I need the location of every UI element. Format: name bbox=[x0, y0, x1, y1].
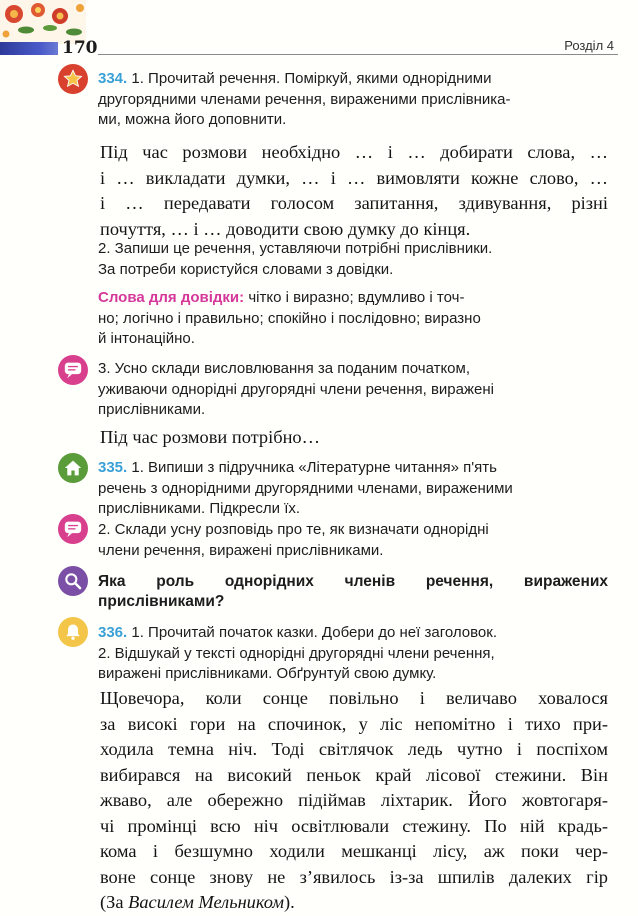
home-icon bbox=[58, 453, 88, 483]
text-line: 1. Прочитай початок казки. Добери до неї заголовок. bbox=[131, 624, 497, 641]
text-line: прислівниками. Підкресли їх. bbox=[98, 500, 301, 517]
text-line: Яка роль однорідних членів речення, виражених bbox=[98, 573, 608, 590]
text-line: і … викладати думки, … і … вимовляти кожне слово, … bbox=[100, 167, 608, 188]
text-line: речень з однорідними другорядними членами, вираженими bbox=[98, 479, 513, 497]
text-line: 1. Випиши з підручника «Літературне читання» п'ять bbox=[131, 459, 497, 476]
review-question bbox=[98, 572, 608, 612]
story-text bbox=[100, 686, 608, 916]
task-336-instructions bbox=[98, 623, 608, 685]
task-334-sentence bbox=[100, 140, 608, 242]
start-phrase: Під час розмови потрібно… bbox=[100, 427, 321, 447]
text-line: чітко і виразно; вдумливо і точ- bbox=[248, 289, 465, 306]
text-line: но; логічно і правильно; спокійно і послідовно; виразно bbox=[98, 309, 481, 327]
task-334-instruction-3 bbox=[98, 359, 608, 421]
task-334-instruction-1 bbox=[98, 69, 608, 131]
task-335-instruction-2 bbox=[98, 520, 608, 561]
text-line: Щовечора, коли сонце повільно і величаво ховалося bbox=[100, 688, 608, 708]
text-line: 3. Усно склади висловлювання за поданим початком, bbox=[98, 360, 471, 377]
hint-label: Слова для довідки: bbox=[98, 289, 245, 306]
text-line: члени речення, виражені прислівниками. bbox=[98, 541, 384, 559]
bell-icon bbox=[58, 617, 88, 647]
text-line: 2. Відшукай у тексті однорідні другорядні члени речення, bbox=[98, 644, 495, 662]
magnifier-icon bbox=[58, 566, 88, 596]
page-number: 170 bbox=[62, 38, 98, 58]
section-label: Розділ 4 bbox=[564, 38, 614, 53]
header-divider bbox=[98, 54, 618, 55]
task-number: 335. bbox=[98, 459, 128, 476]
text-line: почуття, … і … доводити свою думку до кінця. bbox=[100, 218, 471, 239]
text-line: виражені прислівниками. Обґрунтуй свою думку. bbox=[98, 665, 437, 682]
star-icon bbox=[58, 64, 88, 94]
task-number: 334. bbox=[98, 70, 128, 87]
text-line: 2. Запиши це речення, уставляючи потрібні прислівники. bbox=[98, 240, 493, 257]
hint-block bbox=[98, 288, 608, 350]
text-line: 2. Склади усну розповідь про те, як визначати однорідні bbox=[98, 521, 489, 538]
header-accent-bar bbox=[0, 42, 58, 55]
text-line: кома і безшумно ходили мешканці лісу, аж поки чер- bbox=[100, 841, 608, 861]
text-line: За потреби користуйся словами з довідки. bbox=[98, 260, 394, 278]
task-334-instruction-2 bbox=[98, 239, 608, 280]
text-line: Під час розмови необхідно … і … добирати слова, … bbox=[100, 142, 608, 162]
text-line: воне сонце знову не з’явилось із-за шпилів далеких гір bbox=[100, 866, 608, 887]
task-number: 336. bbox=[98, 624, 128, 641]
text-line: (За bbox=[100, 892, 129, 912]
text-line: ми, можна його доповнити. bbox=[98, 111, 287, 128]
text-line: ходила темна ніч. Тоді світлячок ледь чутно і поспіхом bbox=[100, 739, 608, 759]
text-line: жваво, але обережно підіймав ліхтарик. Його жовтогаря- bbox=[100, 790, 608, 810]
text-line: ). bbox=[284, 892, 295, 912]
text-line: чі промінці всю ніч освітлювали стежину. По ній крадь- bbox=[100, 815, 608, 836]
text-line: прислівниками. bbox=[98, 401, 206, 418]
author-name: Василем Мельником bbox=[128, 892, 285, 912]
text-line: й інтонаційно. bbox=[98, 330, 195, 347]
speech-bubble-icon bbox=[58, 514, 88, 544]
task-335-instruction-1 bbox=[98, 458, 608, 520]
attribution bbox=[100, 890, 608, 916]
text-line: другорядними членами речення, вираженими прислівника- bbox=[98, 90, 511, 108]
text-line: за високі гори на спочинок, у ліс непомітно і тихо при- bbox=[100, 713, 608, 734]
text-line: 1. Прочитай речення. Поміркуй, якими однорідними bbox=[131, 70, 492, 87]
text-line: уживаючи однорідні другорядні члени речення, виражені bbox=[98, 380, 494, 398]
text-line: вибирався на високий пеньок край лісової стежини. Він bbox=[100, 764, 608, 785]
text-line: і … передавати голосом запитання, здивування, різні bbox=[100, 193, 608, 213]
speech-bubble-icon bbox=[58, 355, 88, 385]
text-line: прислівниками? bbox=[98, 593, 225, 610]
